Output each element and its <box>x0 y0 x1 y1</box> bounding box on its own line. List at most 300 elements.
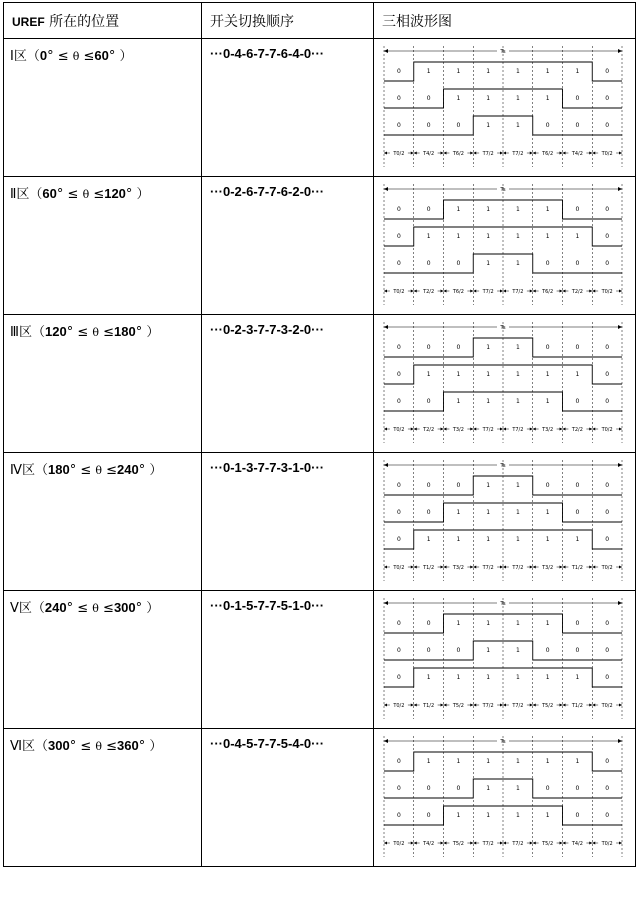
switch-state-label: 0 <box>426 482 431 489</box>
degree-symbol: ° <box>56 187 64 202</box>
switch-state-label: 0 <box>426 509 431 516</box>
arrow-head <box>560 842 563 845</box>
sector-end-angle: 60 <box>94 48 109 63</box>
switch-state-label: 1 <box>545 68 550 75</box>
interval-label: T1/2 <box>423 703 435 709</box>
switch-state-label: 1 <box>575 233 580 240</box>
arrow-head <box>384 428 387 431</box>
sector-start-angle: 180 <box>48 462 70 477</box>
switch-state-label: 0 <box>605 758 610 765</box>
arrow-head <box>384 152 387 155</box>
switch-state-label: 0 <box>575 647 580 654</box>
switch-sequence: ···0-4-5-7-7-5-4-0··· <box>210 736 325 751</box>
sector-position-cell <box>4 729 202 867</box>
arrow-head <box>414 152 417 155</box>
switch-state-label: 1 <box>515 536 520 543</box>
arrow-head <box>533 290 536 293</box>
interval-label: T6/2 <box>542 151 554 157</box>
switch-state-label: 0 <box>545 785 550 792</box>
switch-state-label: 1 <box>486 758 491 765</box>
arrow-head <box>563 566 566 569</box>
arrow-head <box>384 463 388 467</box>
le-symbol: ≤ <box>102 739 118 754</box>
switch-state-label: 1 <box>545 95 550 102</box>
arrow-head <box>533 428 536 431</box>
degree-symbol: ° <box>69 739 77 754</box>
switch-state-label: 0 <box>456 344 461 351</box>
arrow-head <box>441 290 444 293</box>
sector-range <box>4 315 201 340</box>
switch-state-label: 1 <box>515 95 520 102</box>
arrow-head <box>414 566 417 569</box>
arrow-head <box>530 290 533 293</box>
switch-state-label: 1 <box>456 68 461 75</box>
waveform-cell <box>374 39 636 177</box>
interval-label: T5/2 <box>452 703 464 709</box>
interval-label: T7/2 <box>482 151 494 157</box>
sector-row <box>4 453 636 591</box>
switch-sequence: ···0-1-5-7-7-5-1-0··· <box>210 598 325 613</box>
switch-state-label: 0 <box>426 95 431 102</box>
switch-state-label: 0 <box>456 482 461 489</box>
sector-end-angle: 120 <box>104 186 126 201</box>
switch-state-label: 0 <box>456 260 461 267</box>
le-symbol: ≤ <box>79 49 95 64</box>
theta-symbol: θ <box>92 326 99 339</box>
sector-qu: 区（ <box>18 325 45 340</box>
interval-label: T2/2 <box>423 289 435 295</box>
switch-state-label: 1 <box>545 812 550 819</box>
arrow-head <box>560 152 563 155</box>
switch-state-label: 1 <box>515 398 520 405</box>
interval-label: T7/2 <box>482 289 494 295</box>
switch-state-label: 0 <box>396 206 401 213</box>
switch-state-label: 0 <box>605 398 610 405</box>
theta-symbol: θ <box>72 50 80 63</box>
switch-state-label: 0 <box>396 233 401 240</box>
sector-close: ° ） <box>138 463 163 478</box>
arrow-head <box>384 704 387 707</box>
arrow-head <box>533 152 536 155</box>
arrow-head <box>411 290 414 293</box>
le-symbol: ≤ <box>73 325 93 340</box>
ts-label: Ts <box>500 325 506 331</box>
sector-range <box>4 591 201 616</box>
switch-state-label: 1 <box>515 371 520 378</box>
switch-state-label: 0 <box>605 95 610 102</box>
arrow-head <box>414 290 417 293</box>
switch-state-label: 1 <box>545 206 550 213</box>
arrow-head <box>414 428 417 431</box>
switch-state-label: 1 <box>486 536 491 543</box>
interval-label: T0/2 <box>393 151 405 157</box>
degree-symbol: ° <box>66 325 74 340</box>
switch-state-label: 0 <box>575 398 580 405</box>
switch-state-label: 1 <box>515 260 520 267</box>
switch-state-label: 0 <box>605 785 610 792</box>
switch-sequence: ···0-1-3-7-7-3-1-0··· <box>210 460 325 475</box>
sector-qu: 区（ <box>22 739 49 754</box>
sector-range <box>4 177 201 202</box>
switch-state-label: 0 <box>545 122 550 129</box>
arrow-head <box>411 152 414 155</box>
theta-symbol: θ <box>95 740 103 753</box>
switch-state-label: 0 <box>605 482 610 489</box>
arrow-head <box>500 428 503 431</box>
switch-state-label: 1 <box>456 758 461 765</box>
switch-state-label: 1 <box>486 206 491 213</box>
interval-label: T4/2 <box>423 151 435 157</box>
arrow-head <box>503 290 506 293</box>
arrow-head <box>563 842 566 845</box>
switch-state-label: 0 <box>605 233 610 240</box>
switch-state-label: 1 <box>545 536 550 543</box>
switch-state-label: 0 <box>396 398 401 405</box>
switch-state-label: 0 <box>396 371 401 378</box>
switch-state-label: 1 <box>515 785 520 792</box>
three-phase-waveform <box>378 319 630 447</box>
interval-label: T1/2 <box>571 703 583 709</box>
switch-sequence: ···0-2-3-7-7-3-2-0··· <box>210 322 325 337</box>
sector-range <box>4 39 201 64</box>
switch-state-label: 0 <box>456 122 461 129</box>
switch-state-label: 1 <box>426 674 431 681</box>
arrow-head <box>473 842 476 845</box>
switch-state-label: 0 <box>396 68 401 75</box>
interval-label: T0/2 <box>393 289 405 295</box>
switch-state-label: 1 <box>486 482 491 489</box>
switch-state-label: 0 <box>426 122 431 129</box>
interval-label: T5/2 <box>452 841 464 847</box>
switch-state-label: 1 <box>486 95 491 102</box>
arrow-head <box>411 842 414 845</box>
switch-state-label: 1 <box>515 758 520 765</box>
sector-roman: Ⅰ <box>10 49 14 64</box>
sector-start-angle: 60 <box>42 186 57 201</box>
sector-end-angle: 180 <box>114 324 136 339</box>
interval-label: T7/2 <box>512 703 524 709</box>
arrow-head <box>563 704 566 707</box>
arrow-head <box>414 842 417 845</box>
arrow-head <box>618 601 622 605</box>
interval-label: T3/2 <box>452 565 464 571</box>
switch-state-label: 1 <box>456 674 461 681</box>
switch-state-label: 0 <box>545 260 550 267</box>
arrow-head <box>473 290 476 293</box>
switch-state-label: 0 <box>396 758 401 765</box>
arrow-head <box>473 428 476 431</box>
interval-label: T3/2 <box>452 427 464 433</box>
arrow-head <box>592 428 595 431</box>
sector-position-cell <box>4 39 202 177</box>
switch-sequence-cell <box>202 453 374 591</box>
header-sequence-cell <box>202 3 374 39</box>
arrow-head <box>444 842 447 845</box>
interval-label: T7/2 <box>482 703 494 709</box>
arrow-head <box>384 187 388 191</box>
sector-roman: Ⅲ <box>10 325 19 340</box>
arrow-head <box>470 842 473 845</box>
switch-state-label: 1 <box>515 509 520 516</box>
sector-start-angle: 120 <box>44 324 67 339</box>
switch-state-label: 1 <box>456 206 461 213</box>
sector-position-cell <box>4 177 202 315</box>
arrow-head <box>384 601 388 605</box>
sector-roman: Ⅴ <box>10 601 19 616</box>
switch-state-label: 0 <box>575 344 580 351</box>
interval-label: T0/2 <box>601 703 613 709</box>
header-waveform-label: 三相波形图 <box>382 14 452 30</box>
header-position-cell <box>4 3 202 39</box>
arrow-head <box>533 704 536 707</box>
three-phase-waveform <box>378 457 630 585</box>
arrow-head <box>470 152 473 155</box>
three-phase-waveform <box>378 595 630 723</box>
interval-label: T1/2 <box>571 565 583 571</box>
header-sequence-label: 开关切换顺序 <box>210 14 294 30</box>
le-symbol: ≤ <box>76 463 96 478</box>
switch-state-label: 1 <box>486 371 491 378</box>
switch-state-label: 1 <box>486 122 491 129</box>
switch-state-label: 0 <box>396 95 401 102</box>
switch-state-label: 1 <box>515 482 520 489</box>
interval-label: T2/2 <box>571 289 583 295</box>
switch-state-label: 0 <box>456 647 461 654</box>
switch-state-label: 0 <box>426 206 431 213</box>
arrow-head <box>384 739 388 743</box>
switch-sequence: ···0-2-6-7-7-6-2-0··· <box>210 184 325 199</box>
switch-state-label: 1 <box>456 812 461 819</box>
three-phase-waveform <box>378 181 630 309</box>
theta-symbol: θ <box>82 188 90 201</box>
switch-state-label: 0 <box>396 674 401 681</box>
switch-sequence-cell <box>202 729 374 867</box>
switch-sequence: ···0-4-6-7-7-6-4-0··· <box>210 46 325 61</box>
arrow-head <box>500 704 503 707</box>
arrow-head <box>530 152 533 155</box>
interval-label: T1/2 <box>423 565 435 571</box>
arrow-head <box>530 842 533 845</box>
arrow-head <box>444 428 447 431</box>
switch-state-label: 0 <box>605 674 610 681</box>
arrow-head <box>503 842 506 845</box>
arrow-head <box>589 704 592 707</box>
arrow-head <box>560 428 563 431</box>
le-symbol: ≤ <box>63 187 83 202</box>
sector-close: ° ） <box>135 601 160 616</box>
arrow-head <box>589 428 592 431</box>
arrow-head <box>618 49 622 53</box>
interval-label: T4/2 <box>423 841 435 847</box>
interval-label: T7/2 <box>512 289 524 295</box>
switch-state-label: 1 <box>426 536 431 543</box>
switch-state-label: 0 <box>396 260 401 267</box>
switch-state-label: 1 <box>575 536 580 543</box>
sector-range <box>4 453 201 478</box>
switch-state-label: 1 <box>456 371 461 378</box>
interval-label: T6/2 <box>452 151 464 157</box>
interval-label: T4/2 <box>571 151 583 157</box>
degree-symbol: ° <box>47 49 54 64</box>
sector-close: ° ） <box>138 739 163 754</box>
waveform-cell <box>374 591 636 729</box>
switch-state-label: 1 <box>515 122 520 129</box>
switch-state-label: 1 <box>515 233 520 240</box>
switch-state-label: 1 <box>486 812 491 819</box>
arrow-head <box>500 290 503 293</box>
arrow-head <box>592 566 595 569</box>
arrow-head <box>384 49 388 53</box>
switch-state-label: 1 <box>456 398 461 405</box>
switch-state-label: 0 <box>605 260 610 267</box>
interval-label: T7/2 <box>512 841 524 847</box>
arrow-head <box>533 566 536 569</box>
arrow-head <box>560 566 563 569</box>
sector-qu: 区（ <box>18 601 45 616</box>
sector-row <box>4 177 636 315</box>
arrow-head <box>444 152 447 155</box>
arrow-head <box>563 428 566 431</box>
arrow-head <box>530 704 533 707</box>
switch-state-label: 1 <box>545 233 550 240</box>
switch-state-label: 0 <box>575 260 580 267</box>
arrow-head <box>619 566 622 569</box>
switch-state-label: 0 <box>396 482 401 489</box>
interval-label: T7/2 <box>512 151 524 157</box>
header-uref: UREF <box>12 15 45 29</box>
interval-label: T0/2 <box>393 565 405 571</box>
arrow-head <box>619 704 622 707</box>
le-symbol: ≤ <box>98 601 114 616</box>
switch-state-label: 0 <box>396 647 401 654</box>
sector-roman: Ⅳ <box>10 463 22 478</box>
arrow-head <box>384 566 387 569</box>
switch-state-label: 1 <box>486 509 491 516</box>
ts-label: Ts <box>500 187 506 193</box>
sector-qu: 区（ <box>13 49 40 64</box>
sector-position-cell <box>4 315 202 453</box>
switch-state-label: 1 <box>456 620 461 627</box>
arrow-head <box>503 566 506 569</box>
arrow-head <box>563 290 566 293</box>
switch-state-label: 1 <box>545 620 550 627</box>
switch-state-label: 1 <box>426 233 431 240</box>
switch-state-label: 1 <box>486 260 491 267</box>
switch-state-label: 0 <box>396 620 401 627</box>
le-symbol: ≤ <box>98 325 115 340</box>
arrow-head <box>589 566 592 569</box>
interval-label: T0/2 <box>393 427 405 433</box>
interval-label: T0/2 <box>601 427 613 433</box>
arrow-head <box>530 428 533 431</box>
sector-position-cell <box>4 591 202 729</box>
switch-state-label: 0 <box>575 812 580 819</box>
switch-state-label: 1 <box>515 812 520 819</box>
sector-qu: 区（ <box>22 463 49 478</box>
sector-start-angle: 300 <box>48 738 70 753</box>
switch-state-label: 1 <box>456 509 461 516</box>
interval-label: T4/2 <box>571 841 583 847</box>
switch-state-label: 0 <box>605 122 610 129</box>
interval-label: T6/2 <box>452 289 464 295</box>
arrow-head <box>444 566 447 569</box>
waveform-cell <box>374 315 636 453</box>
switch-state-label: 0 <box>605 206 610 213</box>
theta-symbol: θ <box>95 464 103 477</box>
arrow-head <box>560 290 563 293</box>
switch-state-label: 0 <box>426 620 431 627</box>
sector-close: ° ） <box>108 49 133 64</box>
switch-state-label: 0 <box>605 647 610 654</box>
switch-state-label: 0 <box>605 344 610 351</box>
arrow-head <box>500 152 503 155</box>
sector-end-angle: 300 <box>113 600 136 615</box>
interval-label: T5/2 <box>542 841 554 847</box>
switch-state-label: 1 <box>486 233 491 240</box>
arrow-head <box>414 704 417 707</box>
switch-state-label: 1 <box>426 758 431 765</box>
le-symbol: ≤ <box>89 187 105 202</box>
arrow-head <box>411 428 414 431</box>
arrow-head <box>470 566 473 569</box>
interval-label: T7/2 <box>482 565 494 571</box>
interval-label: T5/2 <box>542 703 554 709</box>
arrow-head <box>560 704 563 707</box>
switch-state-label: 1 <box>486 344 491 351</box>
arrow-head <box>500 842 503 845</box>
switch-state-label: 0 <box>426 398 431 405</box>
interval-label: T0/2 <box>393 841 405 847</box>
switch-state-label: 0 <box>605 509 610 516</box>
switch-state-label: 1 <box>575 371 580 378</box>
switch-sequence-cell <box>202 315 374 453</box>
switch-state-label: 0 <box>575 206 580 213</box>
switch-state-label: 1 <box>515 68 520 75</box>
switch-state-label: 0 <box>396 344 401 351</box>
switch-state-label: 1 <box>515 206 520 213</box>
arrow-head <box>470 290 473 293</box>
arrow-head <box>503 428 506 431</box>
arrow-head <box>384 290 387 293</box>
sector-start-angle: 240 <box>44 600 67 615</box>
switch-state-label: 0 <box>575 620 580 627</box>
switch-state-label: 1 <box>486 674 491 681</box>
interval-label: T0/2 <box>601 841 613 847</box>
switch-state-label: 0 <box>426 812 431 819</box>
interval-label: T6/2 <box>542 289 554 295</box>
header-waveform-cell <box>374 3 636 39</box>
switch-state-label: 1 <box>515 344 520 351</box>
switch-state-label: 0 <box>605 68 610 75</box>
sector-position-cell <box>4 453 202 591</box>
interval-label: T7/2 <box>482 427 494 433</box>
arrow-head <box>589 152 592 155</box>
arrow-head <box>530 566 533 569</box>
three-phase-waveform <box>378 43 630 171</box>
switch-state-label: 1 <box>545 398 550 405</box>
arrow-head <box>589 842 592 845</box>
arrow-head <box>441 566 444 569</box>
switch-state-label: 1 <box>545 509 550 516</box>
switch-state-label: 1 <box>486 785 491 792</box>
switch-state-label: 0 <box>396 536 401 543</box>
switch-state-label: 0 <box>396 785 401 792</box>
waveform-cell <box>374 729 636 867</box>
interval-label: T2/2 <box>423 427 435 433</box>
interval-label: T0/2 <box>601 565 613 571</box>
arrow-head <box>563 152 566 155</box>
interval-label: T7/2 <box>512 427 524 433</box>
